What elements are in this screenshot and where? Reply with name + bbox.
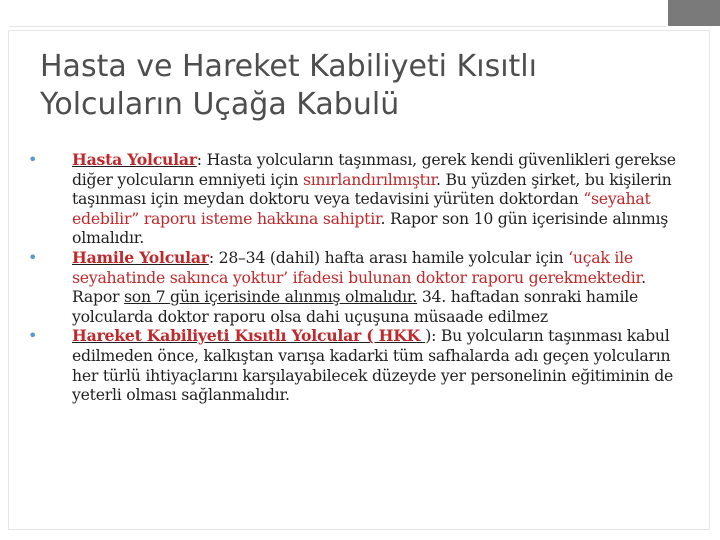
bullet-highlight: ‘uçak ile seyahatinde sakınca yoktur’ ifadesi bulunan doktor raporu gerekmektedir [72,247,642,287]
slide-body [28,150,676,405]
bullet-dot-icon: • [28,326,38,346]
slide-title [40,48,680,124]
bullet-dot-icon: • [28,150,38,169]
bullet-hamile-yolcular [28,248,676,326]
bullet-heading: Hamile Yolcular [72,247,209,267]
bullet-text: ): Bu yolcuların taşınması kabul edilmeden önce, kalkıştan varışa kadarki tüm safhalarda adı geçen yolcuların her türlü ihtiyaçlarını karşılayabilecek düzeyde yer personelinin eğitiminin de yeterli olması sağlanmalıdır. [72,326,674,405]
bullet-underlined: son 7 gün içerisinde alınmış olmalıdır. [124,287,418,307]
slide-title-line1: Hasta ve Hareket Kabiliyeti Kısıtlı [40,49,537,84]
bullet-heading: Hasta Yolcular [72,150,197,169]
slide-title-line2: Yolcuların Uçağa Kabulü [40,87,400,122]
top-bar-accent [668,0,720,26]
bullet-text: : Hasta yolcuların taşınması, gerek kendi güvenlikleri gerekse diğer yolcuların emniyeti için [72,150,676,189]
bullet-highlight: “seyahat edebilir” raporu isteme hakkına sahiptir [72,189,651,228]
bullet-hasta-yolcular [28,150,676,248]
bullet-text: . Rapor [72,267,646,307]
bullet-text: 34. haftadan sonraki hamile yolcularda doktor raporu olsa dahi uçuşuna müsaade edilmez [72,287,639,326]
top-bar-rule [10,26,666,27]
bullet-hkk-yolcular [28,326,676,404]
bullet-highlight: sınırlandırılmıştır [302,169,437,189]
top-bar [0,0,668,26]
bullet-text: : 28–34 (dahil) hafta arası hamile yolcular için [208,247,569,267]
bullet-heading: Hareket Kabiliyeti Kısıtlı Yolcular ( HKK [72,326,426,346]
bullet-dot-icon: • [28,247,38,267]
bullet-text: . Bu yüzden şirket, bu kişilerin taşınması için meydan doktoru veya tedavisini yürüten doktordan [72,169,672,209]
bullet-text: . Rapor son 10 gün içerisinde alınmış olmalıdır. [72,208,669,248]
